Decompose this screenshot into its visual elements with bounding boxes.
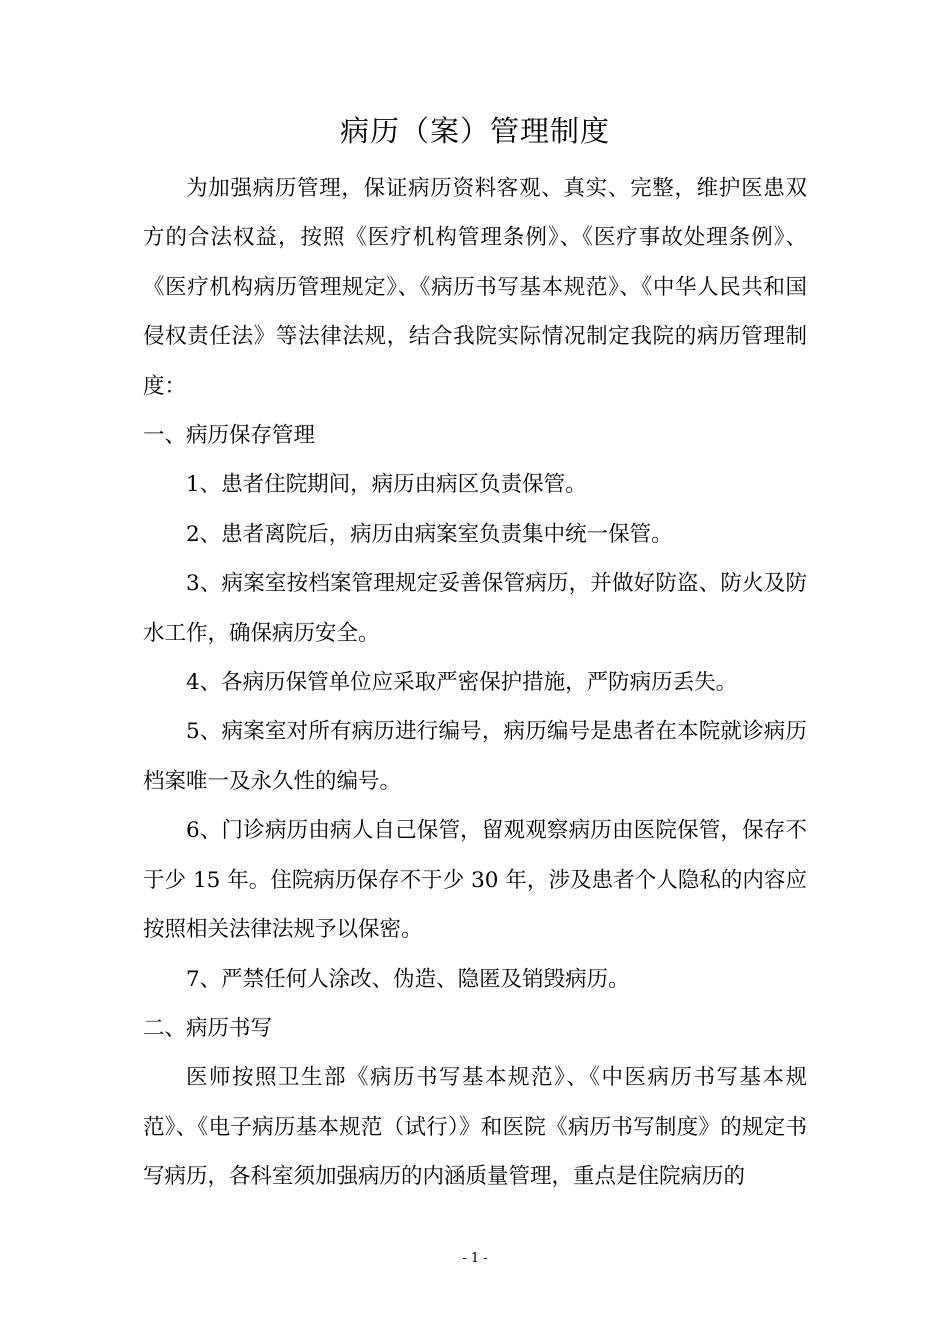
list-item: 2、患者离院后，病历由病案室负责集中统一保管。 — [186, 521, 673, 547]
section-heading-writing: 二、病历书写 — [143, 1015, 273, 1041]
writing-paragraph: 医师按照卫生部《病历书写基本规范》、《中医病历书写基本规范》、《电子病历基本规范（试行）》和医院《病历书写制度》的规定书写病历，各科室须加强病历的内涵质量管理，重点是住院病历的 — [143, 1065, 807, 1190]
list-item: 7、严禁任何人涂改、伪造、隐匿及销毁病历。 — [186, 966, 630, 992]
document-title: 病历（案）管理制度 — [339, 114, 610, 148]
list-item: 4、各病历保管单位应采取严密保护措施，严防病历丢失。 — [186, 670, 738, 696]
list-item: 1、患者住院期间，病历由病区负责保管。 — [186, 472, 587, 498]
list-item: 6、门诊病历由病人自己保管，留观观察病历由医院保管，保存不于少 15 年。住院病历保存不于少 30 年，涉及患者个人隐私的内容应按照相关法律法规予以保密。 — [143, 818, 807, 943]
section-heading-storage: 一、病历保存管理 — [143, 423, 316, 449]
list-item: 3、病案室按档案管理规定妥善保管病历，并做好防盗、防火及防水工作，确保病历安全。 — [143, 571, 807, 646]
document-body — [143, 164, 807, 1202]
list-item: 5、病案室对所有病历进行编号，病历编号是患者在本院就诊病历档案唯一及永久性的编号。 — [143, 719, 807, 794]
page-number: - 1 - — [462, 1251, 488, 1266]
intro-paragraph: 为加强病历管理，保证病历资料客观、真实、完整，维护医患双方的合法权益，按照《医疗机构管理条例》、《医疗事故处理条例》、《医疗机构病历管理规定》、《病历书写基本规范》、《中华人民共和国侵权责任法》等法律法规，结合我院实际情况制定我院的病历管理制度： — [143, 176, 807, 399]
